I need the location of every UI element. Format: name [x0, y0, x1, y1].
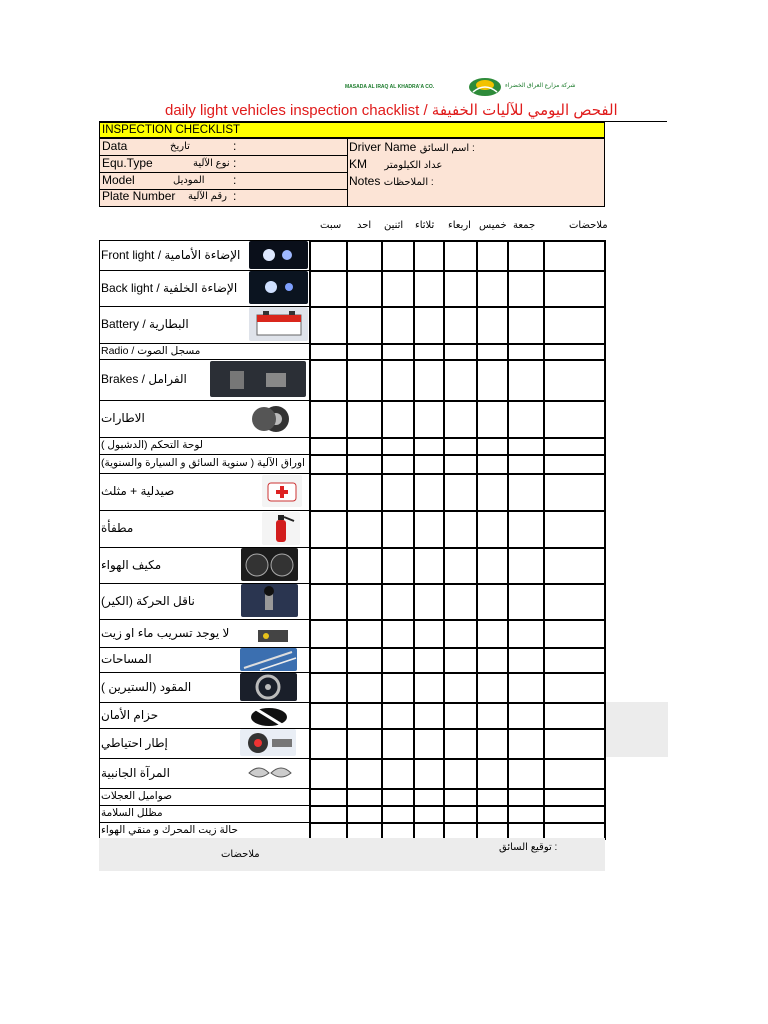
check-cell[interactable]: [445, 402, 476, 437]
check-cell[interactable]: [348, 674, 381, 702]
check-cell[interactable]: [311, 242, 346, 270]
side-shading: [606, 702, 668, 757]
company-logo: [345, 76, 607, 98]
check-cell[interactable]: [348, 549, 381, 583]
check-cell[interactable]: [311, 790, 346, 805]
check-cell[interactable]: [509, 730, 543, 758]
check-cell[interactable]: [478, 704, 507, 728]
label-row-line: [99, 454, 309, 455]
check-cell[interactable]: [445, 242, 476, 270]
check-cell[interactable]: [348, 308, 381, 343]
label-row-line: [99, 805, 309, 806]
check-cell[interactable]: [383, 361, 413, 400]
check-cell[interactable]: [509, 242, 543, 270]
logo-arabic-text: شركة مزارع العراق الخضراء: [505, 83, 576, 89]
check-cell[interactable]: [509, 674, 543, 702]
check-cell[interactable]: [383, 621, 413, 647]
checklist-item-label: المقود (الستيرين ): [101, 679, 192, 694]
label-row-line: [99, 359, 309, 360]
check-cell[interactable]: [415, 621, 443, 647]
check-cell[interactable]: [478, 475, 507, 510]
check-cell[interactable]: [415, 549, 443, 583]
driver-name-label-ar: اسم السائق :: [419, 143, 475, 154]
check-cell[interactable]: [509, 272, 543, 306]
wiper-icon: [240, 648, 297, 671]
check-cell[interactable]: [445, 621, 476, 647]
check-cell[interactable]: [509, 475, 543, 510]
check-cell[interactable]: [445, 439, 476, 454]
check-cell[interactable]: [509, 704, 543, 728]
check-cell[interactable]: [545, 730, 604, 758]
check-cell[interactable]: [445, 824, 476, 838]
check-cell[interactable]: [445, 807, 476, 822]
checklist-item-label: Back light / الإضاءة الخلفية: [101, 280, 238, 295]
check-cell[interactable]: [478, 242, 507, 270]
check-cell[interactable]: [311, 649, 346, 672]
check-cell[interactable]: [545, 674, 604, 702]
km-label-ar: عداد الكيلومتر: [384, 160, 443, 171]
km-field[interactable]: [349, 157, 442, 171]
check-cell[interactable]: [478, 272, 507, 306]
check-cell[interactable]: [311, 308, 346, 343]
day-header: ملاحضات: [569, 220, 608, 231]
check-cell[interactable]: [445, 308, 476, 343]
day-header: خميس: [479, 220, 507, 231]
check-cell[interactable]: [445, 549, 476, 583]
check-cell[interactable]: [545, 402, 604, 437]
check-cell[interactable]: [311, 361, 346, 400]
check-cell[interactable]: [545, 512, 604, 547]
seatbelt-icon: [246, 703, 292, 727]
checklist-item-label: Brakes / الفرامل: [101, 372, 187, 386]
check-cell[interactable]: [383, 402, 413, 437]
checklist-item-label: مكيف الهواء: [101, 557, 162, 572]
check-cell[interactable]: [545, 824, 604, 838]
check-cell[interactable]: [311, 475, 346, 510]
check-cell[interactable]: [415, 674, 443, 702]
plate-number-label: Plate Number: [102, 189, 176, 203]
check-cell[interactable]: [478, 549, 507, 583]
check-cell[interactable]: [415, 475, 443, 510]
check-cell[interactable]: [415, 585, 443, 619]
check-cell[interactable]: [545, 475, 604, 510]
check-cell[interactable]: [415, 730, 443, 758]
equ-type-label: Equ.Type: [102, 156, 153, 170]
check-cell[interactable]: [311, 824, 346, 838]
headlight-icon: [249, 241, 308, 269]
check-cell[interactable]: [478, 760, 507, 788]
check-cell[interactable]: [348, 807, 381, 822]
page-title: daily light vehicles inspection chacklist / الفحص اليومي للآليات الخفيفة: [165, 102, 618, 119]
checklist-item-label: اوراق الآلية ( سنوية السائق و السيارة والسنوية): [101, 457, 305, 469]
check-cell[interactable]: [415, 760, 443, 788]
checklist-item-label: المرآة الجانبية: [101, 765, 170, 780]
check-cell[interactable]: [348, 475, 381, 510]
label-row-line: [99, 400, 309, 401]
checklist-item-label: حالة زيت المحرك و منقي الهواء: [101, 823, 238, 836]
check-cell[interactable]: [545, 549, 604, 583]
check-cell[interactable]: [415, 308, 443, 343]
check-cell[interactable]: [445, 512, 476, 547]
check-cell[interactable]: [545, 649, 604, 672]
check-cell[interactable]: [383, 649, 413, 672]
model-label: Model: [102, 173, 135, 187]
km-label: KM: [349, 157, 367, 171]
checklist-item-label: حزام الأمان: [101, 707, 159, 722]
check-cell[interactable]: [545, 790, 604, 805]
notes-label: Notes: [349, 174, 381, 188]
check-cell[interactable]: [311, 345, 346, 359]
check-cell[interactable]: [415, 807, 443, 822]
check-cell[interactable]: [509, 308, 543, 343]
check-cell[interactable]: [311, 549, 346, 583]
info-row-plate[interactable]: [100, 189, 347, 206]
check-cell[interactable]: [478, 361, 507, 400]
day-header: ثلاثاء: [415, 220, 435, 231]
check-cell[interactable]: [509, 402, 543, 437]
check-cell[interactable]: [509, 512, 543, 547]
check-cell[interactable]: [348, 824, 381, 838]
check-cell[interactable]: [509, 585, 543, 619]
gear-shift-icon: [241, 584, 298, 617]
check-cell[interactable]: [348, 439, 381, 454]
label-row-line: [99, 788, 309, 789]
check-cell[interactable]: [415, 402, 443, 437]
checklist-banner: INSPECTION CHECKLIST: [99, 122, 605, 138]
check-cell[interactable]: [445, 361, 476, 400]
check-cell[interactable]: [545, 760, 604, 788]
check-cell[interactable]: [545, 345, 604, 359]
check-cell[interactable]: [445, 760, 476, 788]
check-cell[interactable]: [509, 361, 543, 400]
check-cell[interactable]: [383, 439, 413, 454]
check-cell[interactable]: [348, 730, 381, 758]
check-cell[interactable]: [478, 621, 507, 647]
check-cell[interactable]: [445, 674, 476, 702]
date-colon: :: [233, 139, 237, 153]
tires-icon: [250, 402, 300, 436]
info-row-model[interactable]: [100, 173, 347, 190]
check-cell[interactable]: [348, 402, 381, 437]
checklist-item-label: ناقل الحركة (الكير): [101, 593, 195, 608]
check-cell[interactable]: [415, 439, 443, 454]
equ-type-colon: :: [233, 156, 237, 170]
vehicle-info-left: [100, 139, 348, 206]
check-cell[interactable]: [478, 649, 507, 672]
check-cell[interactable]: [415, 790, 443, 805]
check-cell[interactable]: [415, 361, 443, 400]
check-cell[interactable]: [383, 674, 413, 702]
spare-tire-icon: [240, 729, 296, 756]
check-cell[interactable]: [348, 704, 381, 728]
checklist-item-label: صيدلية + مثلث: [101, 484, 175, 498]
label-row-line: [99, 510, 309, 511]
check-cell[interactable]: [311, 807, 346, 822]
check-cell[interactable]: [311, 674, 346, 702]
check-cell[interactable]: [415, 824, 443, 838]
check-cell[interactable]: [478, 807, 507, 822]
check-cell[interactable]: [545, 242, 604, 270]
check-cell[interactable]: [383, 704, 413, 728]
check-cell[interactable]: [415, 345, 443, 359]
check-cell[interactable]: [445, 456, 476, 473]
check-cell[interactable]: [415, 242, 443, 270]
model-colon: :: [233, 173, 237, 187]
brake-pedal-icon: [210, 361, 306, 397]
check-cell[interactable]: [445, 704, 476, 728]
check-cell[interactable]: [415, 272, 443, 306]
check-cell[interactable]: [509, 807, 543, 822]
check-cell[interactable]: [509, 549, 543, 583]
check-cell[interactable]: [383, 512, 413, 547]
check-cell[interactable]: [415, 649, 443, 672]
check-cell[interactable]: [545, 272, 604, 306]
check-cell[interactable]: [383, 549, 413, 583]
info-row-equ-type[interactable]: [100, 156, 347, 173]
check-cell[interactable]: [545, 621, 604, 647]
check-cell[interactable]: [509, 824, 543, 838]
day-header: اربعاء: [448, 220, 471, 231]
air-conditioner-icon: [241, 548, 298, 581]
steering-wheel-icon: [240, 673, 297, 701]
check-cell[interactable]: [311, 585, 346, 619]
check-cell[interactable]: [383, 456, 413, 473]
check-cell[interactable]: [445, 790, 476, 805]
label-column-border: [99, 240, 100, 838]
check-cell[interactable]: [478, 585, 507, 619]
check-cell[interactable]: [509, 760, 543, 788]
check-cell[interactable]: [383, 272, 413, 306]
check-cell[interactable]: [348, 242, 381, 270]
check-cell[interactable]: [545, 704, 604, 728]
checklist-item-label: لا يوجد تسريب ماء او زيت: [101, 625, 230, 640]
fire-extinguisher-icon: [262, 512, 300, 545]
notes-field[interactable]: [349, 174, 434, 188]
battery-icon: [249, 307, 308, 341]
notes-label-ar: الملاحظات :: [383, 177, 434, 188]
check-cell[interactable]: [383, 475, 413, 510]
check-cell[interactable]: [445, 730, 476, 758]
first-aid-kit-icon: [262, 475, 302, 507]
check-cell[interactable]: [509, 439, 543, 454]
check-cell[interactable]: [311, 456, 346, 473]
date-label-ar: تاريخ: [170, 141, 190, 152]
check-cell[interactable]: [545, 439, 604, 454]
check-cell[interactable]: [545, 807, 604, 822]
check-cell[interactable]: [415, 704, 443, 728]
check-cell[interactable]: [478, 439, 507, 454]
footer-notes-label: ملاحضات: [221, 849, 260, 860]
check-cell[interactable]: [348, 585, 381, 619]
check-cell[interactable]: [509, 345, 543, 359]
check-cell[interactable]: [383, 807, 413, 822]
check-cell[interactable]: [383, 585, 413, 619]
plate-number-label-ar: رقم الآلية: [188, 191, 227, 202]
check-cell[interactable]: [348, 512, 381, 547]
driver-signature-label: توقيع السائق :: [499, 842, 558, 853]
label-row-line: [99, 473, 309, 474]
check-cell[interactable]: [509, 621, 543, 647]
checklist-item-label: الاطارات: [101, 411, 145, 425]
check-cell[interactable]: [445, 272, 476, 306]
check-cell[interactable]: [383, 790, 413, 805]
checklist-item-label: Front light / الإضاءة الأمامية: [101, 247, 241, 262]
check-cell[interactable]: [348, 361, 381, 400]
label-row-line: [99, 437, 309, 438]
vehicle-info-block: [99, 138, 605, 207]
check-cell[interactable]: [348, 649, 381, 672]
check-cell[interactable]: [383, 345, 413, 359]
day-header: احد: [357, 220, 372, 231]
checklist-item-label: مطفأة: [101, 521, 134, 535]
check-cell[interactable]: [509, 649, 543, 672]
model-label-ar: الموديل: [173, 175, 205, 186]
check-cell[interactable]: [545, 456, 604, 473]
check-cell[interactable]: [348, 621, 381, 647]
check-cell[interactable]: [348, 272, 381, 306]
day-header: سبت: [320, 220, 342, 231]
checklist-item-label: لوحة التحكم (الدشبول ): [101, 439, 203, 451]
check-cell[interactable]: [478, 402, 507, 437]
check-cell[interactable]: [311, 704, 346, 728]
info-row-date[interactable]: [100, 139, 347, 156]
check-cell[interactable]: [478, 308, 507, 343]
logo-english-text: MASADA AL IRAQ AL KHADRA'A CO.: [345, 84, 435, 90]
checklist-item-label: صواميل العجلات: [101, 790, 173, 802]
check-cell[interactable]: [348, 760, 381, 788]
checklist-item-label: Battery / البطارية: [101, 317, 189, 331]
check-cell[interactable]: [415, 512, 443, 547]
driver-name-field[interactable]: [349, 140, 475, 154]
check-cell[interactable]: [383, 730, 413, 758]
equ-type-label-ar: نوع الآلية: [193, 158, 230, 169]
check-cell[interactable]: [445, 345, 476, 359]
check-cell[interactable]: [311, 621, 346, 647]
taillight-icon: [249, 271, 308, 304]
engine-leak-icon: [248, 620, 298, 646]
date-label: Data: [102, 139, 128, 153]
check-cell[interactable]: [445, 475, 476, 510]
check-cell[interactable]: [478, 730, 507, 758]
check-cell[interactable]: [383, 242, 413, 270]
check-cell[interactable]: [348, 456, 381, 473]
check-cell[interactable]: [445, 585, 476, 619]
check-cell[interactable]: [311, 512, 346, 547]
check-cell[interactable]: [311, 730, 346, 758]
check-cell[interactable]: [348, 790, 381, 805]
check-cell[interactable]: [311, 272, 346, 306]
check-cell[interactable]: [545, 308, 604, 343]
checklist-item-label: إطار احتياطي: [101, 735, 168, 750]
check-cell[interactable]: [383, 760, 413, 788]
checklist-item-label: مظلل السلامة: [101, 807, 163, 819]
check-cell[interactable]: [478, 824, 507, 838]
check-cell[interactable]: [545, 585, 604, 619]
check-cell[interactable]: [311, 439, 346, 454]
check-cell[interactable]: [478, 790, 507, 805]
check-cell[interactable]: [445, 649, 476, 672]
check-cell[interactable]: [311, 760, 346, 788]
day-header: جمعة: [513, 220, 536, 231]
logo-emblem-icon: [465, 76, 505, 98]
check-cell[interactable]: [478, 456, 507, 473]
check-cell[interactable]: [415, 456, 443, 473]
check-cell[interactable]: [509, 790, 543, 805]
check-cell[interactable]: [478, 674, 507, 702]
day-header: اثنين: [384, 220, 404, 231]
check-cell[interactable]: [545, 361, 604, 400]
footer-notes-area: [99, 838, 605, 871]
check-cell[interactable]: [311, 402, 346, 437]
check-cell[interactable]: [383, 308, 413, 343]
driver-name-label: Driver Name: [349, 140, 417, 154]
checklist-item-label: المساحات: [101, 652, 152, 666]
plate-number-colon: :: [233, 189, 237, 203]
check-cell[interactable]: [478, 345, 507, 359]
check-cell[interactable]: [383, 824, 413, 838]
checklist-item-label: Radio / مسجل الصوت: [101, 344, 201, 357]
side-mirror-icon: [245, 759, 293, 787]
check-cell[interactable]: [509, 456, 543, 473]
check-cell[interactable]: [478, 512, 507, 547]
check-cell[interactable]: [348, 345, 381, 359]
